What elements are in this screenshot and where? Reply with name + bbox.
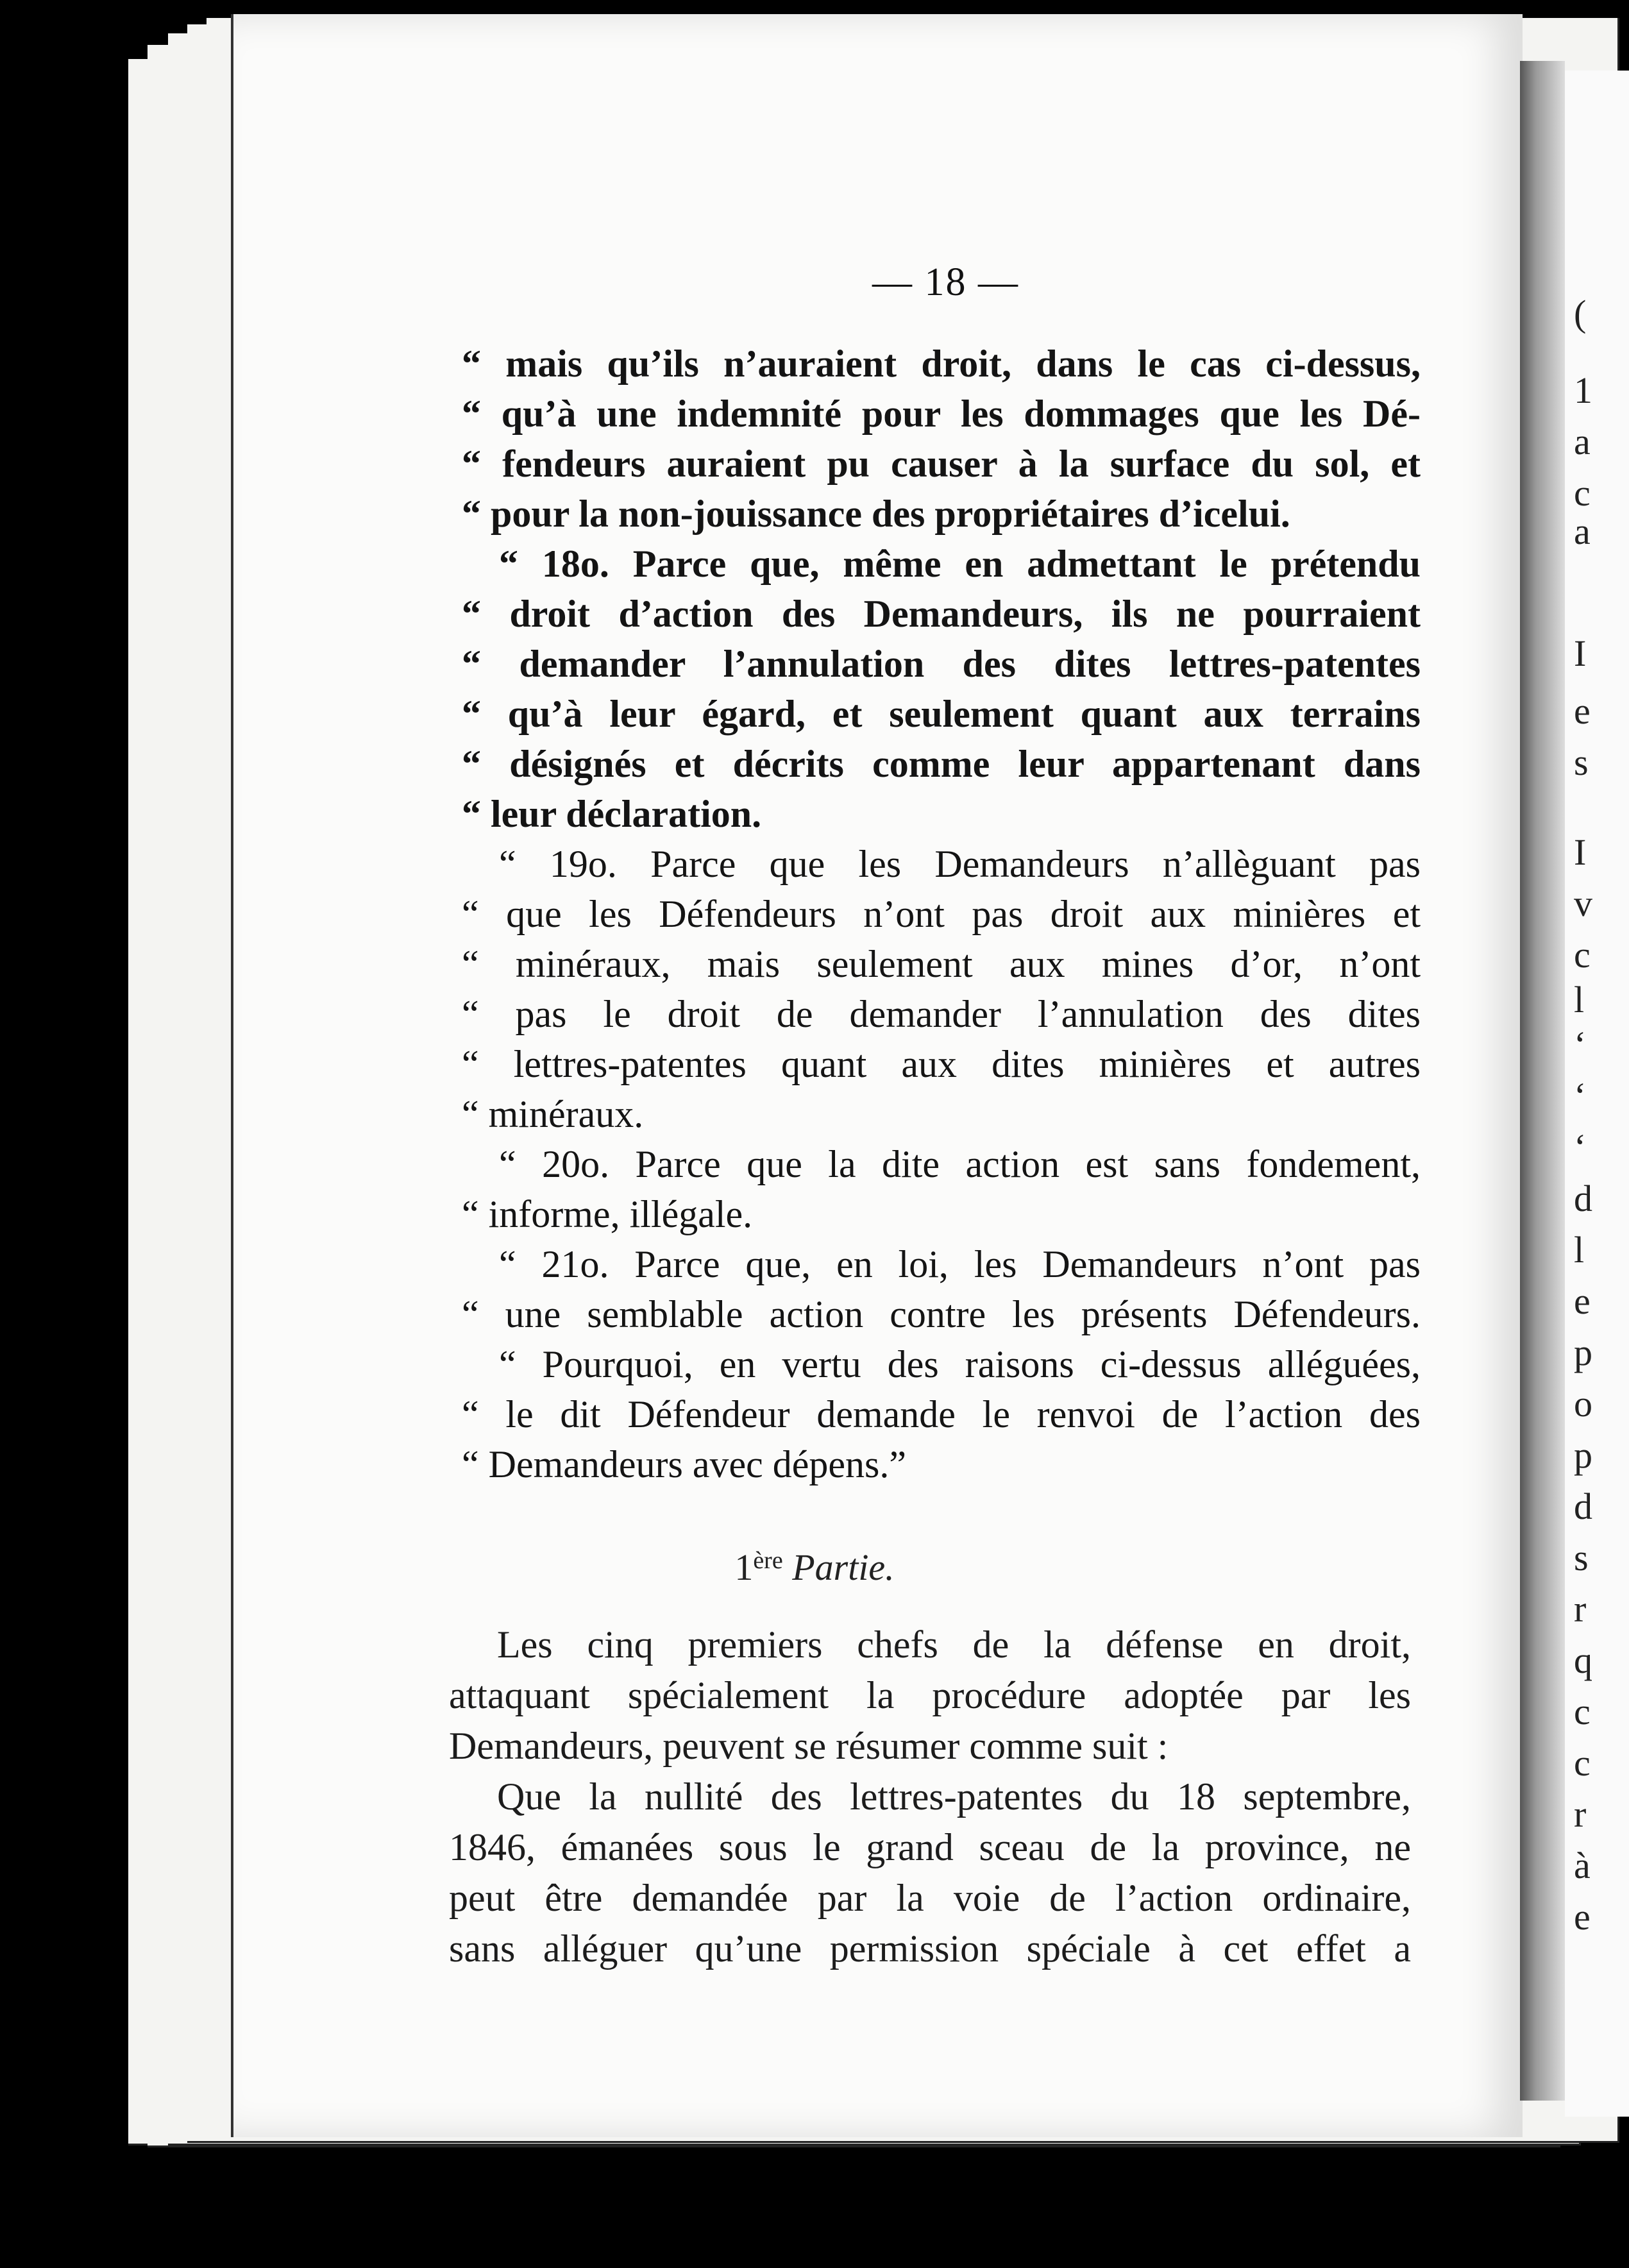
text-line: Les cinq premiers chefs de la défense en droit, [497, 1623, 1411, 1666]
text-line: 1846, émanées sous le grand sceau de la province, ne [449, 1826, 1411, 1868]
next-page-glyph: c [1574, 472, 1591, 514]
heading-number: 1 [734, 1546, 754, 1588]
section-heading [0, 1546, 1629, 1589]
text-line: “ 20o. Parce que la dite action est sans fondement, [499, 1143, 1421, 1185]
text-line: “ le dit Défendeur demande le renvoi de l’action des [462, 1393, 1421, 1435]
next-page-glyph: q [1574, 1639, 1592, 1681]
text-line: attaquant spécialement la procédure adoptée par les [449, 1674, 1411, 1716]
next-page-glyph: c [1574, 1742, 1591, 1784]
text-line: “ 18o. Parce que, même en admettant le prétendu [499, 543, 1421, 585]
text-line: “ une semblable action contre les présents Défendeurs. [462, 1293, 1421, 1335]
next-page-glyph: ‘ [1574, 1126, 1587, 1168]
next-page-glyph: v [1574, 883, 1592, 924]
next-page-glyph: p [1574, 1434, 1592, 1476]
text-line: “ que les Défendeurs n’ont pas droit aux minières et [462, 893, 1421, 935]
next-page-glyph: I [1574, 831, 1587, 873]
next-page-glyph: s [1574, 1537, 1589, 1578]
text-line: “ fendeurs auraient pu causer à la surface du sol, et [462, 443, 1421, 485]
next-page-glyph: ‘ [1574, 1024, 1587, 1065]
text-line: “ lettres-patentes quant aux dites minières et autres [462, 1043, 1421, 1085]
text-line: sans alléguer qu’une permission spéciale à cet effet a [449, 1927, 1411, 1970]
next-page-glyph: p [1574, 1332, 1592, 1373]
next-page-glyph: c [1574, 934, 1591, 976]
next-page-glyph: o [1574, 1383, 1592, 1425]
next-page-glyph: a [1574, 421, 1591, 462]
next-page-fragment [1565, 71, 1629, 2117]
text-line: “ 21o. Parce que, en loi, les Demandeurs n’ont pas [499, 1243, 1421, 1285]
next-page-glyph: e [1574, 1280, 1591, 1322]
text-line: “ Demandeurs avec dépens.” [462, 1443, 906, 1485]
book-gutter [1520, 61, 1565, 2101]
heading-superscript: ère [753, 1547, 783, 1574]
analysis-paragraph [449, 1620, 1411, 1974]
regular-block [462, 839, 1421, 1489]
text-line: “ informe, illégale. [462, 1193, 753, 1235]
next-page-glyph: d [1574, 1178, 1592, 1219]
text-line: “ demander l’annulation des dites lettres-patentes [462, 643, 1421, 685]
next-page-glyph: c [1574, 1691, 1591, 1732]
next-page-glyph: s [1574, 741, 1589, 783]
text-line: “ qu’à une indemnité pour les dommages que les Dé- [462, 393, 1421, 435]
next-page-glyph: ‘ [1574, 1075, 1587, 1117]
text-line: “ 19o. Parce que les Demandeurs n’allèguant pas [499, 843, 1421, 885]
text-line: Que la nullité des lettres-patentes du 18 septembre, [497, 1775, 1411, 1818]
text-line: “ minéraux. [462, 1093, 644, 1135]
next-page-glyph: r [1574, 1793, 1587, 1835]
next-page-glyph: a [1574, 511, 1591, 552]
text-line: “ leur déclaration. [462, 793, 762, 835]
text-line: Demandeurs, peuvent se résumer comme suit : [449, 1725, 1169, 1767]
next-page-glyph: à [1574, 1845, 1591, 1886]
heading-title: Partie. [792, 1546, 895, 1588]
text-line: “ droit d’action des Demandeurs, ils ne pourraient [462, 593, 1421, 635]
text-line: “ pour la non-jouissance des propriétaires d’icelui. [462, 493, 1290, 535]
text-line: “ désignés et décrits comme leur appartenant dans [462, 743, 1421, 785]
next-page-glyph: I [1574, 632, 1587, 674]
next-page-glyph: ( [1574, 292, 1587, 334]
next-page-glyph: e [1574, 1896, 1591, 1938]
quoted-defense-text [462, 339, 1421, 1489]
next-page-glyph: d [1574, 1485, 1592, 1527]
next-page-glyph: l [1574, 979, 1585, 1020]
text-line: “ mais qu’ils n’auraient droit, dans le cas ci-dessus, [462, 343, 1421, 385]
text-line: “ minéraux, mais seulement aux mines d’or, n’ont [462, 943, 1421, 985]
next-page-glyph: 1 [1574, 369, 1592, 411]
text-line: “ Pourquoi, en vertu des raisons ci-dessus alléguées, [499, 1343, 1421, 1385]
text-line: peut être demandée par la voie de l’action ordinaire, [449, 1877, 1411, 1919]
text-line: “ qu’à leur égard, et seulement quant aux terrains [462, 693, 1421, 735]
next-page-glyph: e [1574, 690, 1591, 732]
text-line: “ pas le droit de demander l’annulation des dites [462, 993, 1421, 1035]
next-page-glyph: r [1574, 1588, 1587, 1630]
page-number: — 18 — [872, 260, 1019, 304]
bold-block [462, 339, 1421, 839]
next-page-glyph: l [1574, 1229, 1585, 1271]
